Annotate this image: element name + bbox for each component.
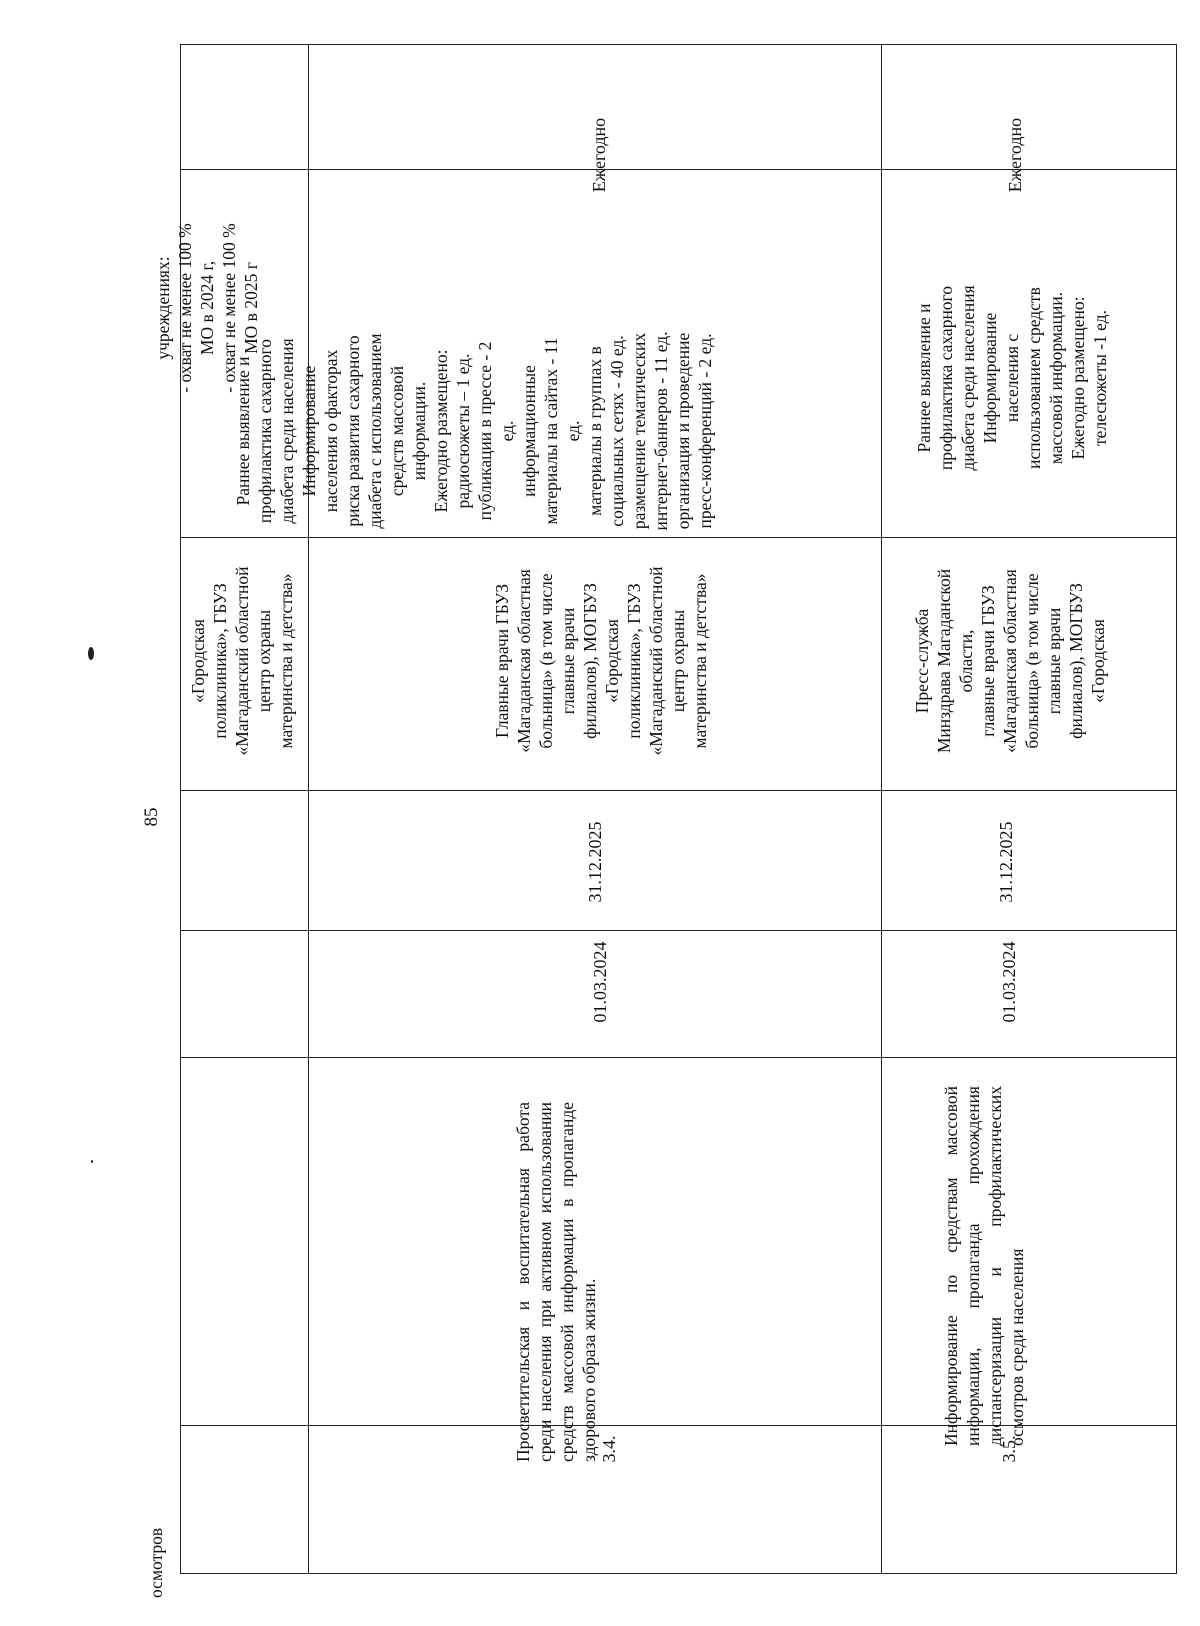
row-description: Просветительская и воспитательная работа среди населения при активном использовании средств массовой информации в пропаганде здорового образа жизни. — [513, 1102, 599, 1462]
continuation-description: осмотров — [146, 1527, 166, 1598]
responsible-party: Главные врачи ГБУЗ «Магаданская областная больница» (в том числе главные врачи филиалов), МОГБУЗ «Городская поликлиника», ГБУЗ «Магаданский областной центр охраны материнства и детства» — [492, 566, 710, 756]
expected-result: Раннее выявление и профилактика сахарного диабета среди населения Информирование населения с использованием средств массовой информации. Ежегодно размещено: телесюжеты -1 ед. — [914, 285, 1110, 471]
continuation-result: учреждениях: - охват не менее 100 % МО в 2024 г, - охват не менее 100 % МО в 2025 г — [153, 223, 261, 393]
row-description: Информирование по средствам массовой информации, пропаганда прохождения диспансеризации и профилактических осмотров среди населения — [941, 1086, 1027, 1446]
start-date: 01.03.2024 — [999, 941, 1019, 1023]
start-date: 01.03.2024 — [590, 941, 610, 1023]
row-number: 3.4. — [599, 1435, 619, 1463]
expected-result: Раннее выявление и профилактика сахарного диабета среди населения Информирование населения о факторах риска развития сахарного диабета с использованием средств массовой информации. Ежегодно размещено: радиосюжеты – 1 ед. публикации в прессе - 2 ед. информационные материалы на сайтах - 11 ед. материалы в группах в социальных сетях - 40 ед. размещение тематических интернет-баннеров - 11 ед. организация и проведение пресс-конференций - 2 ед. — [233, 331, 715, 531]
column-divider — [181, 1057, 1176, 1058]
row-divider — [881, 45, 882, 1573]
scan-speck — [88, 647, 94, 660]
end-date: 31.12.2025 — [585, 821, 605, 903]
scan-speck — [91, 1160, 93, 1163]
end-date: 31.12.2025 — [996, 821, 1016, 903]
frequency: Ежегодно — [1005, 117, 1025, 193]
page-number: 85 — [141, 807, 162, 827]
column-divider — [181, 930, 1176, 931]
frequency: Ежегодно — [589, 117, 609, 193]
responsible-party: Пресс-служба Минздрава Магаданской области, главные врачи ГБУЗ «Магаданская областная больница» (в том числе главные врачи филиалов), МОГБУЗ «Городская — [912, 568, 1108, 754]
continuation-responsible: «Городская поликлиника», ГБУЗ «Магаданский областной центр охраны материнства и детства» — [188, 566, 296, 756]
row-number: 3.5. — [999, 1435, 1019, 1463]
